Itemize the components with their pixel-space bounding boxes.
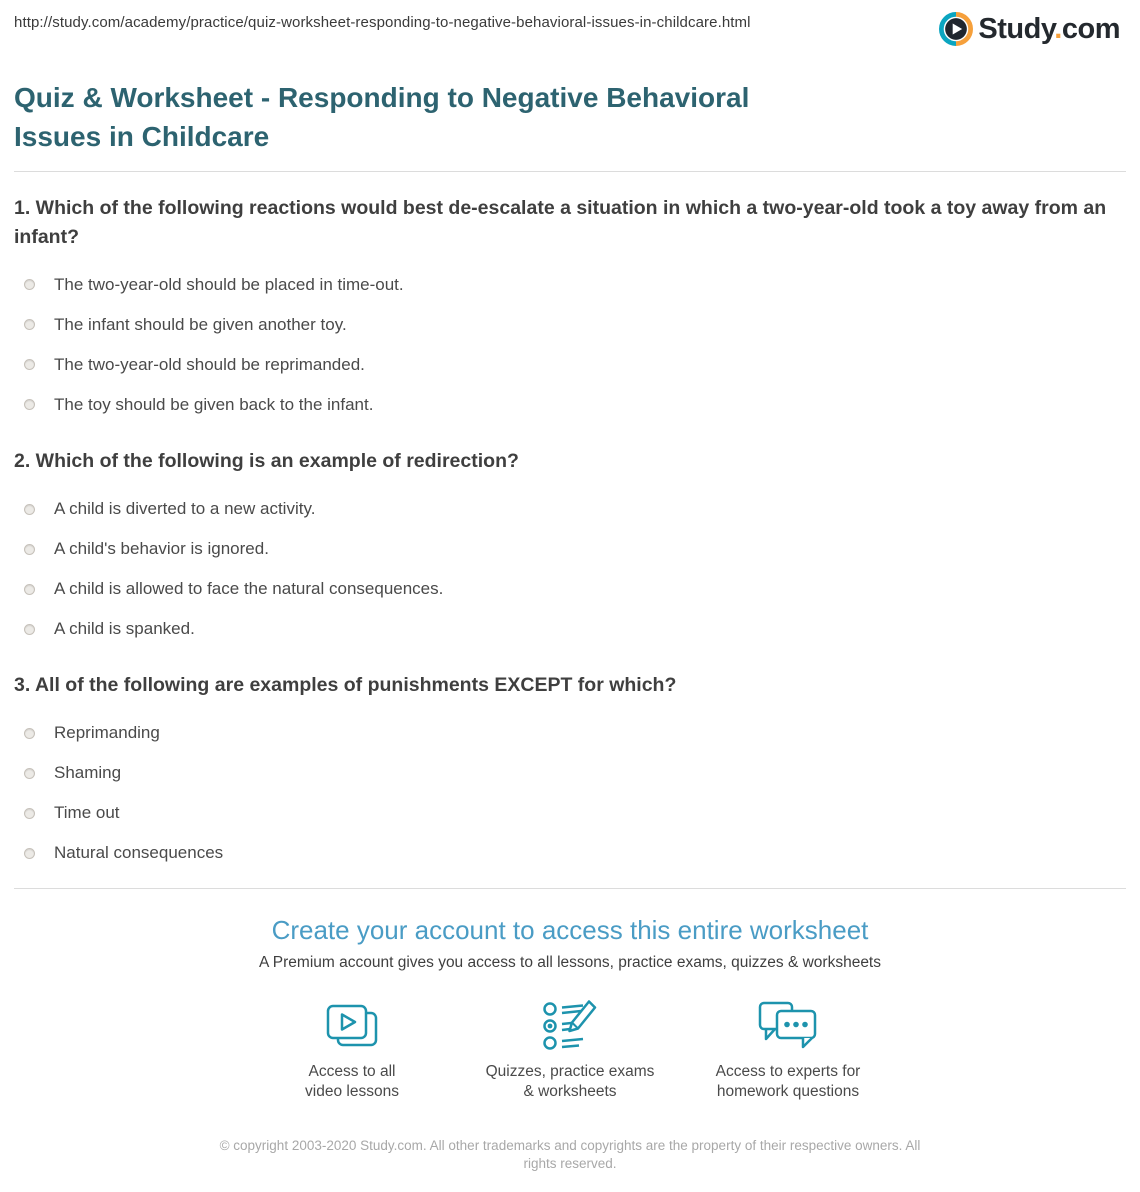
feature-label: Access to experts for homework questions <box>715 1062 861 1101</box>
cta-subtitle: A Premium account gives you access to all lessons, practice exams, quizzes & worksheets <box>259 953 881 971</box>
radio-button[interactable] <box>24 728 35 739</box>
option-row[interactable] <box>14 753 1126 793</box>
option-row[interactable] <box>14 529 1126 569</box>
copyright-text: © copyright 2003-2020 Study.com. All other trademarks and copyrights are the property of their respective owners. All rights reserved. <box>219 1138 921 1171</box>
features-row <box>14 998 1126 1104</box>
option-label: Shaming <box>54 763 122 783</box>
option-label: A child is spanked. <box>54 619 195 639</box>
experts-chat-icon <box>679 998 897 1054</box>
question-1-text: 1. Which of the following reactions would best de-escalate a situation in which a two-year-old took a toy away from an infant? <box>14 197 1107 248</box>
option-row[interactable] <box>14 609 1126 649</box>
cta-divider <box>14 888 1126 889</box>
option-row[interactable] <box>14 305 1126 345</box>
page-url: http://study.com/academy/practice/quiz-worksheet-responding-to-negative-behavioral-issues-in-childcare.html <box>14 14 751 31</box>
feature-label: Access to all video lessons <box>305 1062 399 1101</box>
radio-button[interactable] <box>24 359 35 370</box>
option-label: The infant should be given another toy. <box>54 314 347 334</box>
studycom-logo-icon <box>939 12 973 46</box>
option-label: Reprimanding <box>54 723 160 743</box>
feature-expert-help <box>679 998 897 1104</box>
question-3-options <box>14 713 1126 873</box>
option-row[interactable] <box>14 345 1126 385</box>
option-row[interactable] <box>14 489 1126 529</box>
option-label: Natural consequences <box>54 843 224 863</box>
option-row[interactable] <box>14 833 1126 873</box>
video-lessons-icon <box>243 998 461 1054</box>
studycom-logo[interactable] <box>939 12 1126 46</box>
radio-button[interactable] <box>24 624 35 635</box>
cta-title: Create your account to access this entire worksheet <box>271 915 869 946</box>
radio-button[interactable] <box>24 319 35 330</box>
option-row[interactable] <box>14 265 1126 305</box>
option-label: The toy should be given back to the infant. <box>54 394 374 414</box>
option-row[interactable] <box>14 385 1126 425</box>
question-3-text: 3. All of the following are examples of punishments EXCEPT for which? <box>14 674 677 697</box>
feature-quizzes-worksheets <box>461 998 679 1104</box>
radio-button[interactable] <box>24 808 35 819</box>
radio-button[interactable] <box>24 768 35 779</box>
option-row[interactable] <box>14 569 1126 609</box>
option-label: The two-year-old should be reprimanded. <box>54 354 365 374</box>
radio-button[interactable] <box>24 544 35 555</box>
quizzes-worksheets-icon <box>461 998 679 1054</box>
question-3 <box>14 671 1126 873</box>
header <box>14 12 1126 56</box>
radio-button[interactable] <box>24 584 35 595</box>
question-1-options <box>14 265 1126 425</box>
option-label: A child is allowed to face the natural consequences. <box>54 579 444 599</box>
option-row[interactable] <box>14 713 1126 753</box>
radio-button[interactable] <box>24 279 35 290</box>
radio-button[interactable] <box>24 399 35 410</box>
question-2-options <box>14 489 1126 649</box>
option-row[interactable] <box>14 793 1126 833</box>
feature-label: Quizzes, practice exams & worksheets <box>485 1062 655 1101</box>
option-label: The two-year-old should be placed in time-out. <box>54 274 404 294</box>
page-title: Quiz & Worksheet - Responding to Negative Behavioral Issues in Childcare <box>14 82 750 153</box>
option-label: Time out <box>54 803 120 823</box>
question-2 <box>14 447 1126 649</box>
radio-button[interactable] <box>24 504 35 515</box>
feature-video-lessons <box>243 998 461 1104</box>
option-label: A child's behavior is ignored. <box>54 539 269 559</box>
radio-button[interactable] <box>24 848 35 859</box>
question-2-text: 2. Which of the following is an example of redirection? <box>14 449 519 472</box>
title-divider <box>14 171 1126 172</box>
cta-section <box>14 913 1126 1103</box>
option-label: A child is diverted to a new activity. <box>54 499 316 519</box>
studycom-logo-text: Study.com <box>978 12 1120 45</box>
question-1 <box>14 194 1126 425</box>
